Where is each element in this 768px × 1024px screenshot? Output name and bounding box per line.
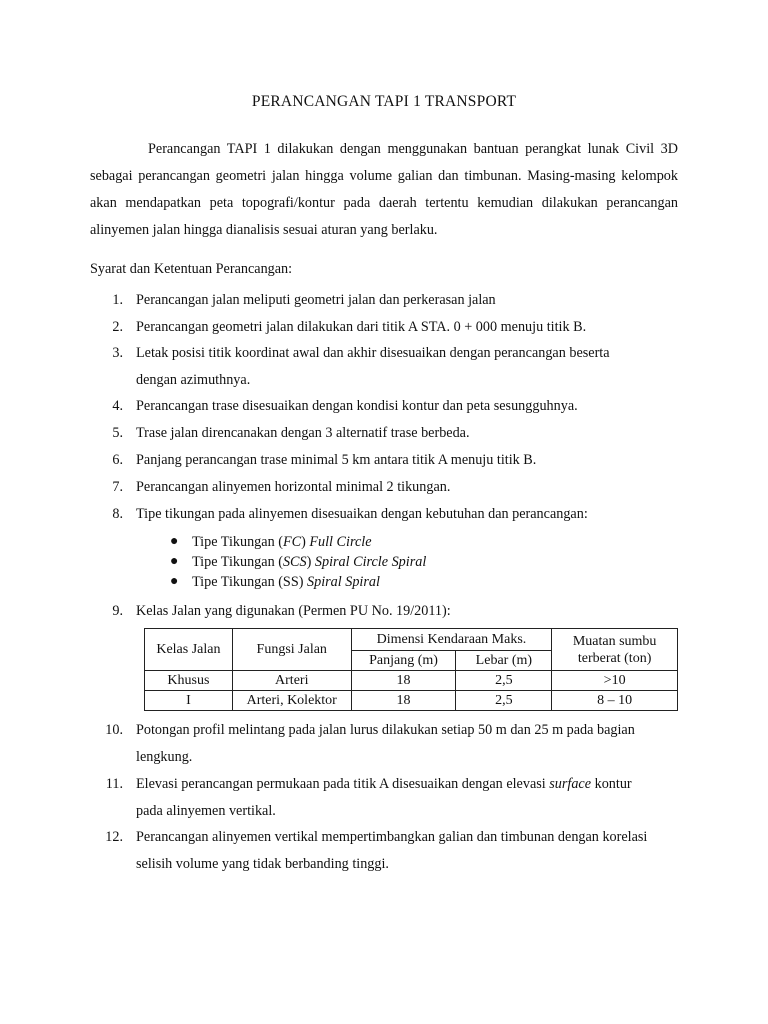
bullet-icon: ● xyxy=(170,534,179,549)
table-header: Fungsi Jalan xyxy=(232,629,351,671)
table-header: Lebar (m) xyxy=(456,651,552,671)
table-row: I Arteri, Kolektor 18 2,5 8 – 10 xyxy=(145,691,678,711)
bullet-item: ● Tipe Tikungan (SS) Spiral Spiral xyxy=(170,574,380,590)
curve-type-bullets xyxy=(170,532,426,592)
table-row: Khusus Arteri 18 2,5 >10 xyxy=(145,671,678,691)
table-header: Kelas Jalan xyxy=(145,629,233,671)
intro-text: Perancangan TAPI 1 dilakukan dengan menggunakan bantuan perangkat lunak Civil 3D sebagai perancangan geometri jalan hingga volume galian dan timbunan. Masing-masing kelompok akan mendapatkan peta topografi/kontur pada daerah tertentu kemudian dilakukan perancangan alinyemen jalan hingga dianalisis sesuai aturan yang berlaku. xyxy=(90,141,678,238)
table-header: Muatan sumbu terberat (ton) xyxy=(552,629,678,671)
document-title: PERANCANGAN TAPI 1 TRANSPORT xyxy=(251,93,517,110)
bullet-icon: ● xyxy=(170,574,179,589)
bullet-item: ● Tipe Tikungan (SCS) Spiral Circle Spiral xyxy=(170,554,427,570)
bullet-item: ● Tipe Tikungan (FC) Full Circle xyxy=(170,534,372,550)
intro-paragraph xyxy=(90,136,678,244)
table-header: Panjang (m) xyxy=(351,651,456,671)
road-class-table xyxy=(144,628,678,711)
bullet-icon: ● xyxy=(170,554,179,569)
table-header: Dimensi Kendaraan Maks. xyxy=(351,629,552,651)
requirements-heading: Syarat dan Ketentuan Perancangan: xyxy=(90,261,293,277)
